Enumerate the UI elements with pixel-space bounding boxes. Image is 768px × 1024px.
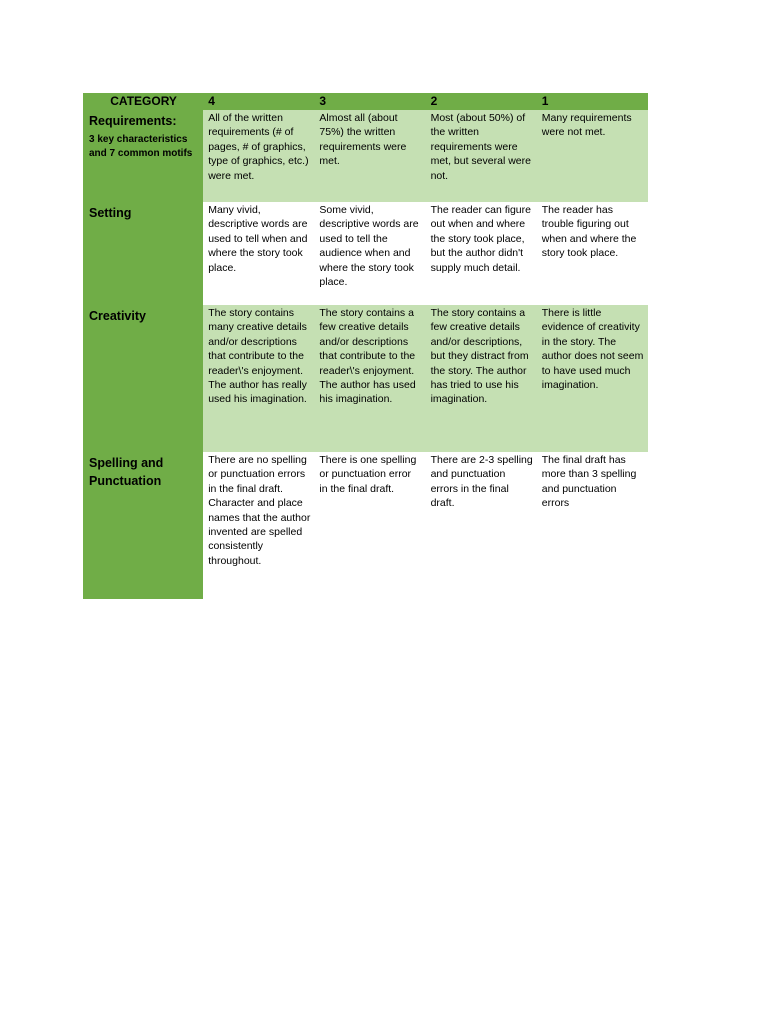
row-header-requirements — [83, 110, 203, 202]
row-header-spelling: Spelling and Punctuation — [83, 452, 203, 599]
category-label: Requirements: — [89, 114, 177, 128]
table-cell: Many vivid, descriptive words are used to tell when and where the story took place. — [203, 202, 314, 305]
row-header-setting: Setting — [83, 202, 203, 305]
level-header-2: 2 — [426, 93, 537, 110]
table-row-requirements — [83, 110, 648, 202]
rubric-table — [83, 93, 648, 599]
table-cell: There is one spelling or punctuation error in the final draft. — [314, 452, 425, 599]
table-cell: The story contains many creative details and/or descriptions that contribute to the reader\'s enjoyment. The author has really used his imagination. — [203, 305, 314, 452]
table-row-creativity — [83, 305, 648, 452]
table-cell: There is little evidence of creativity in the story. The author does not seem to have used much imagination. — [537, 305, 648, 452]
table-cell: Some vivid, descriptive words are used to tell the audience when and where the story took place. — [314, 202, 425, 305]
category-subtitle: 3 key characteristics and 7 common motifs — [89, 133, 193, 159]
table-row-setting — [83, 202, 648, 305]
header-row — [83, 93, 648, 110]
table-cell: Most (about 50%) of the written requirements were met, but several were not. — [426, 110, 537, 202]
category-header: CATEGORY — [83, 93, 203, 110]
table-cell: The story contains a few creative details and/or descriptions, but they distract from the story. The author has tried to use his imagination. — [426, 305, 537, 452]
table-cell: There are 2-3 spelling and punctuation errors in the final draft. — [426, 452, 537, 599]
level-header-1: 1 — [537, 93, 648, 110]
table-row-spelling — [83, 452, 648, 599]
table-cell: The reader can figure out when and where the story took place, but the author didn't supply much detail. — [426, 202, 537, 305]
table-cell: There are no spelling or punctuation errors in the final draft. Character and place names that the author invented are spelled consistently throughout. — [203, 452, 314, 599]
table-cell: The story contains a few creative details and/or descriptions that contribute to the reader\'s enjoyment. The author has used his imagination. — [314, 305, 425, 452]
table-cell: The final draft has more than 3 spelling and punctuation errors — [537, 452, 648, 599]
level-header-3: 3 — [314, 93, 425, 110]
row-header-creativity: Creativity — [83, 305, 203, 452]
table-cell: The reader has trouble figuring out when and where the story took place. — [537, 202, 648, 305]
table-cell: Many requirements were not met. — [537, 110, 648, 202]
table-cell: All of the written requirements (# of pages, # of graphics, type of graphics, etc.) were met. — [203, 110, 314, 202]
table-cell: Almost all (about 75%) the written requirements were met. — [314, 110, 425, 202]
level-header-4: 4 — [203, 93, 314, 110]
